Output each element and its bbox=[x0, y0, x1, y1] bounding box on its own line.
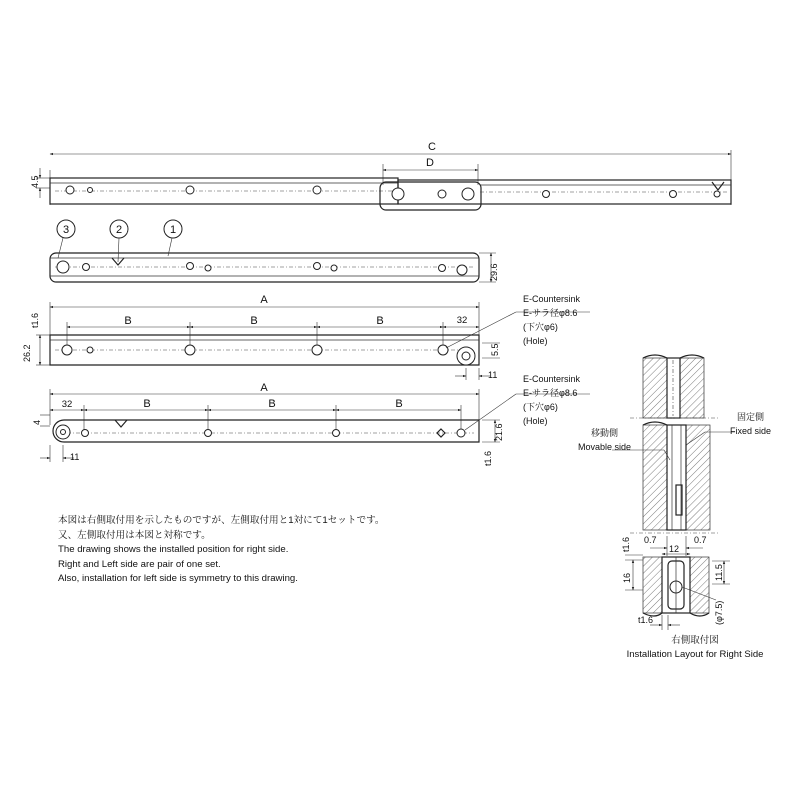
dim-5-5-label: 5.5 bbox=[490, 343, 500, 356]
countersink-line-1: E-Countersink bbox=[523, 294, 581, 304]
dim-11-label-2: 11 bbox=[70, 452, 80, 462]
dim-b-label-1: B bbox=[124, 315, 132, 327]
dim-21-6-label: 21.6 bbox=[494, 423, 504, 441]
countersink-note-2 bbox=[523, 372, 580, 428]
installation-caption-jp: 右側取付図 bbox=[671, 635, 719, 646]
movable-side-en: Movable side bbox=[578, 442, 632, 452]
inner-rail-view bbox=[32, 382, 590, 466]
svg-text:3: 3 bbox=[62, 224, 70, 236]
countersink-line-4: (Hole) bbox=[523, 336, 548, 346]
dim-t1-6-label-2: t1.6 bbox=[483, 450, 493, 466]
note-line-1: 本図は右側取付用を示したものですが、左側取付用と1対にて1セットです。 bbox=[58, 515, 385, 526]
dim-11-label-1: 11 bbox=[488, 370, 498, 380]
outer-rail-view bbox=[22, 294, 590, 380]
svg-text:1: 1 bbox=[169, 224, 177, 236]
dim-11-5-label: 11.5 bbox=[714, 564, 724, 581]
countersink-note-1 bbox=[523, 292, 580, 348]
dim-b-label-3: B bbox=[376, 315, 384, 327]
installation-layout-view bbox=[612, 355, 735, 630]
note-line-4: Right and Left side are pair of one set. bbox=[58, 558, 221, 570]
dim-b-label-5: B bbox=[268, 398, 276, 410]
dim-b-label-6: B bbox=[395, 398, 403, 410]
dim-b-label-2: B bbox=[250, 315, 258, 327]
dim-0-7-label-1: 0.7 bbox=[644, 535, 657, 545]
fixed-side-label bbox=[730, 410, 771, 438]
countersink-line-3: (下穴φ6) bbox=[523, 402, 558, 412]
fixed-side-jp: 固定側 bbox=[737, 412, 765, 422]
dim-29-6-label: 29.6 bbox=[489, 263, 499, 281]
dim-a-label-2: A bbox=[260, 382, 268, 394]
dim-t1-6-label-4: t1.6 bbox=[638, 615, 654, 625]
dim-0-7-label-2: 0.7 bbox=[694, 535, 707, 545]
dim-12-label: 12 bbox=[669, 544, 680, 554]
installation-caption-en: Installation Layout for Right Side bbox=[626, 649, 764, 660]
dim-c-label: C bbox=[428, 141, 436, 153]
movable-side-label bbox=[578, 426, 631, 454]
assembled-rail-view bbox=[50, 220, 499, 282]
movable-side-jp: 移動側 bbox=[591, 428, 619, 438]
callout-part-1 bbox=[164, 220, 182, 256]
dim-t1-6-label-3: t1.6 bbox=[621, 536, 631, 552]
dim-a-label-1: A bbox=[260, 294, 268, 306]
extended-rail-view bbox=[30, 141, 731, 210]
dim-t1-6-label-1: t1.6 bbox=[30, 312, 40, 328]
dim-4-5-label: 4.5 bbox=[30, 175, 40, 188]
dim-4-label: 4 bbox=[32, 419, 42, 425]
notes-block bbox=[58, 514, 385, 587]
installation-caption bbox=[600, 634, 790, 662]
dim-d-label: D bbox=[426, 157, 434, 169]
dim-26-2-label: 26.2 bbox=[22, 344, 32, 362]
note-line-2: 又、左側取付用は本図と対称です。 bbox=[58, 529, 211, 541]
countersink-line-1: E-Countersink bbox=[523, 374, 581, 384]
dim-b-label-4: B bbox=[143, 398, 151, 410]
fixed-side-en: Fixed side bbox=[730, 426, 772, 436]
callout-part-2 bbox=[110, 220, 128, 262]
note-line-3: The drawing shows the installed position for right side. bbox=[58, 544, 289, 555]
dim-32-label-2: 32 bbox=[61, 399, 73, 410]
callout-part-3 bbox=[57, 220, 75, 258]
countersink-line-2: E-サラ径φ8.6 bbox=[523, 388, 578, 398]
svg-text:2: 2 bbox=[115, 224, 123, 236]
countersink-line-4: (Hole) bbox=[523, 416, 548, 426]
dim-16-label: 16 bbox=[622, 572, 632, 583]
note-line-5: Also, installation for left side is symmetry to this drawing. bbox=[58, 573, 298, 584]
countersink-line-3: (下穴φ6) bbox=[523, 322, 558, 332]
countersink-line-2: E-サラ径φ8.6 bbox=[523, 308, 578, 318]
dim-32-label-1: 32 bbox=[456, 315, 468, 326]
dim-phi-7-5-label: (φ7.5) bbox=[714, 600, 724, 625]
